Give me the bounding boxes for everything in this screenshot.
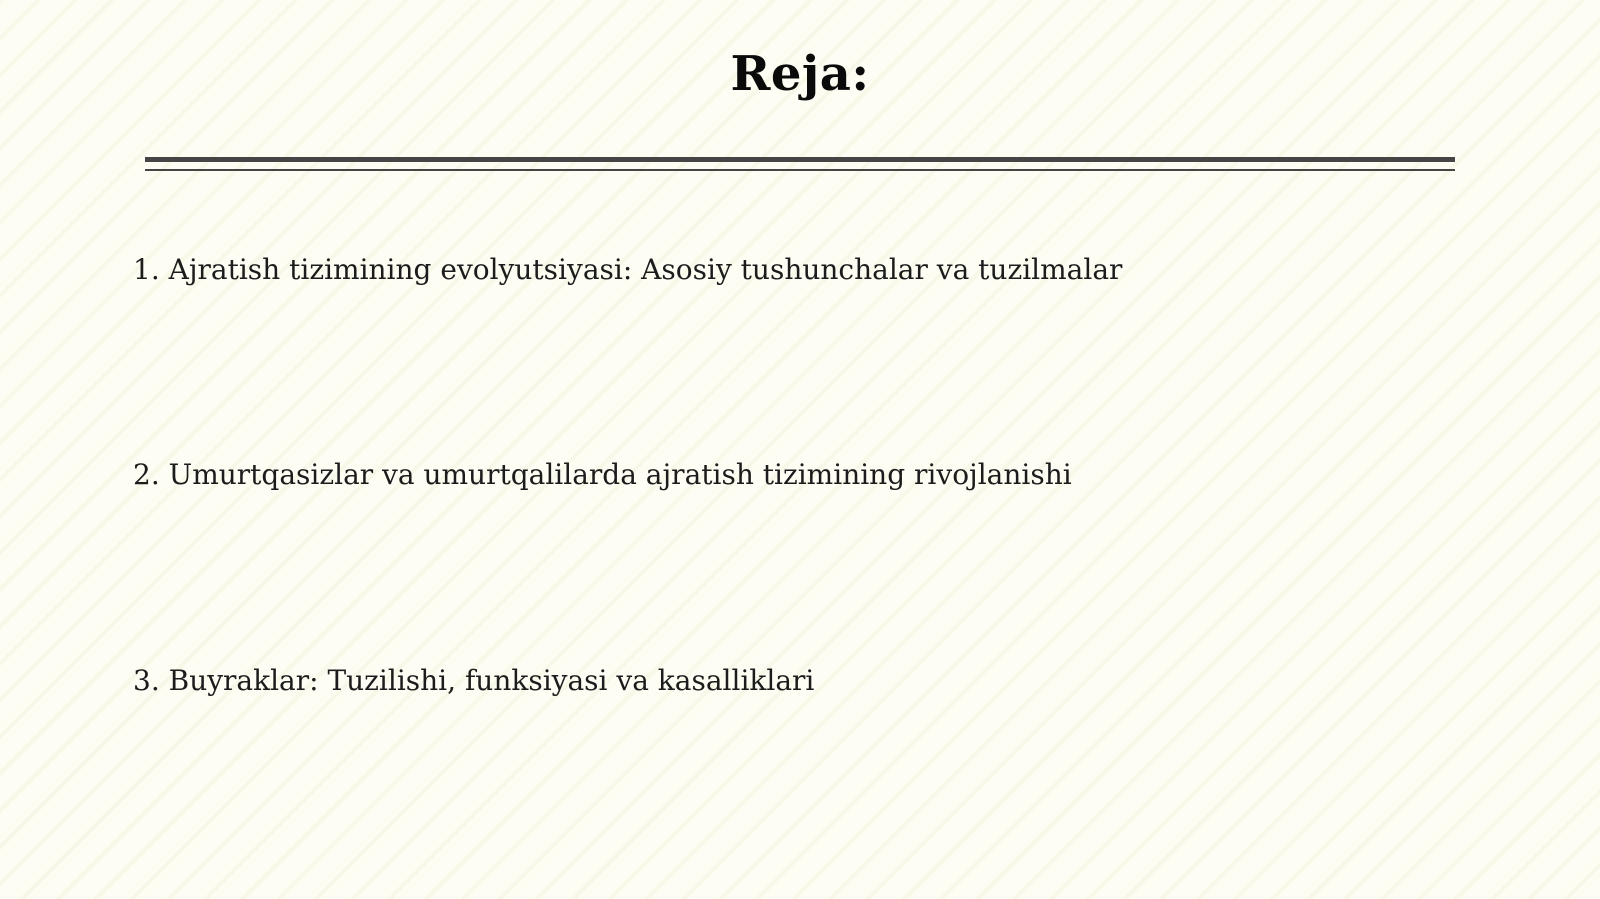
plan-item: 3. Buyraklar: Tuzilishi, funksiyasi va kasalliklari: [133, 664, 815, 697]
slide-title: Reja:: [730, 46, 870, 102]
plan-item: 2. Umurtqasizlar va umurtqalilarda ajratish tizimining rivojlanishi: [133, 458, 1072, 491]
title-divider-thin: [145, 169, 1455, 171]
plan-item: 1. Ajratish tizimining evolyutsiyasi: Asosiy tushunchalar va tuzilmalar: [133, 253, 1123, 286]
title-divider-thick: [145, 157, 1455, 162]
